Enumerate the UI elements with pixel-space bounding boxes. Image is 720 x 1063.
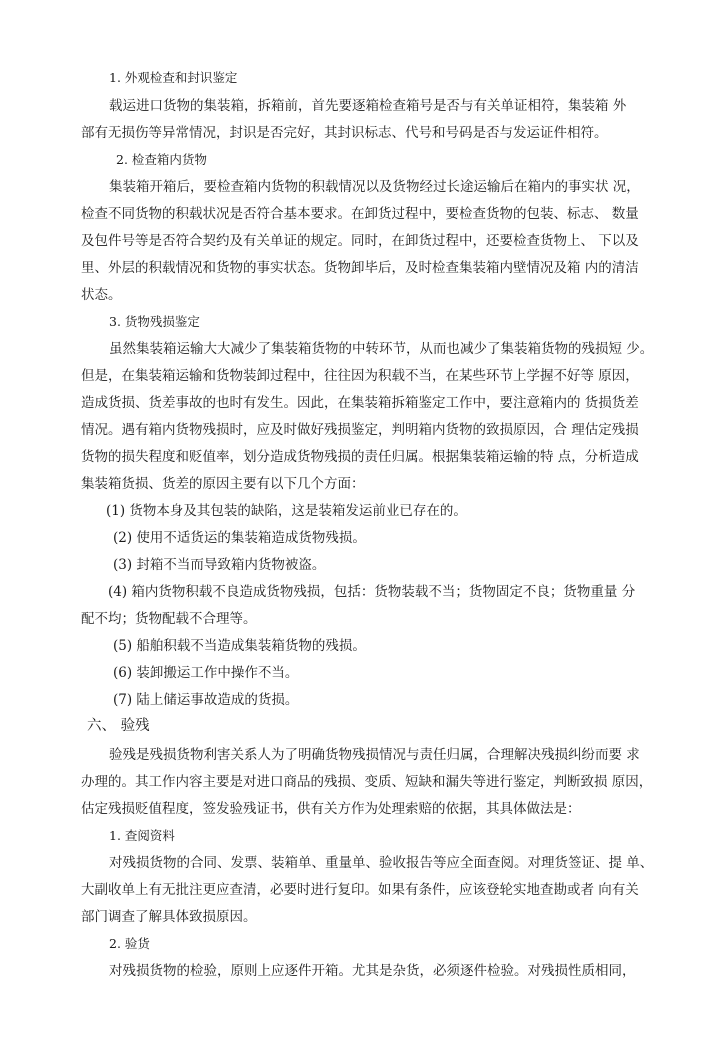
subsection-2-heading: 2. 验货 <box>109 936 150 951</box>
section-1-heading: 1. 外观检查和封识鉴定 <box>109 70 238 85</box>
section-2-body-line: 状态。 <box>81 287 122 303</box>
subsection-1-body-line: 部门调查了解具体致损原因。 <box>81 909 257 925</box>
cause-item: (3) 封箱不当而导致箱内货物被盗。 <box>113 557 326 573</box>
section-2-body-line: 里、外层的积载情况和货物的事实状态。货物卸毕后，及时检查集装箱内壁情况及箱 内的清洁 <box>81 260 639 276</box>
cause-item: (4) 箱内货物积载不良造成货物残损，包括：货物装载不当；货物固定不良；货物重量 分 <box>108 584 636 600</box>
section-2-body-line: 集装箱开箱后，要检查箱内货物的积载情况以及货物经过长途运输后在箱内的事实状 况， <box>109 179 640 195</box>
section-3-body-line: 货物的损失程度和贬值率，划分造成货物残损的责任归属。根据集装箱运输的特 点，分析造成 <box>81 449 639 465</box>
cause-item: 配不均；货物配载不合理等。 <box>81 611 257 627</box>
section-6-title: 六、 验残 <box>87 718 150 734</box>
cause-item: (7) 陆上储运事故造成的货损。 <box>113 692 299 708</box>
cause-item: (5) 船舶积载不当造成集装箱货物的残损。 <box>113 638 366 654</box>
cause-item: (2) 使用不适货运的集装箱造成货物残损。 <box>113 530 366 546</box>
subsection-1-heading: 1. 查阅资料 <box>109 828 175 843</box>
subsection-1-body-line: 大副收单上有无批注更应查清，必要时进行复印。如果有条件，应该登轮实地查勘或者 向有关 <box>81 882 639 898</box>
section-2-heading: 2. 检查箱内货物 <box>116 152 207 167</box>
section-3-body-line: 集装箱货损、货差的原因主要有以下几个方面： <box>81 476 365 492</box>
cause-item: (6) 装卸搬运工作中操作不当。 <box>113 665 299 681</box>
section-3-body-line: 造成货损、货差事故的也时有发生。因此，在集装箱拆箱鉴定工作中，要注意箱内的 货损货差 <box>81 395 639 411</box>
section-6-intro-line: 估定残损贬值程度，签发验残证书，供有关方作为处理索赔的依据，其具体做法是： <box>81 801 581 817</box>
section-2-body-line: 及包件号等是否符合契约及有关单证的规定。同时，在卸货过程中，还要检查货物上、 下以及 <box>81 233 639 249</box>
section-1-body-line: 载运进口货物的集装箱，拆箱前，首先要逐箱检查箱号是否与有关单证相符，集装箱 外 <box>109 98 627 114</box>
section-3-body-line: 但是，在集装箱运输和货物装卸过程中，往往因为积载不当，在某些环节上学握不好等 原因， <box>81 368 639 384</box>
section-6-intro-line: 验残是残损货物利害关系人为了明确货物残损情况与责任归属，合理解决残损纠纷而要 求 <box>109 747 640 763</box>
section-3-body-line: 虽然集装箱运输大大减少了集装箱货物的中转环节，从而也减少了集装箱货物的残损短 少。 <box>109 341 654 357</box>
subsection-2-body-line: 对残损货物的检验，原则上应逐件开箱。尤其是杂货，必须逐件检验。对残损性质相同， <box>109 963 636 979</box>
section-1-body-line: 部有无损伤等异常情况，封识是否完好，其封识标志、代号和号码是否与发运证件相符。 <box>81 125 608 141</box>
section-3-body-line: 情况。遇有箱内货物残损时，应及时做好残损鉴定，判明箱内货物的致损原因，合 理估定残损 <box>81 422 639 438</box>
subsection-1-body-line: 对残损货物的合同、发票、装箱单、重量单、验收报告等应全面查阅。对理货签证、提 单、 <box>109 855 654 871</box>
section-6-intro-line: 办理的。其工作内容主要是对进口商品的残损、变质、短缺和漏失等进行鉴定，判断致损 原因， <box>81 774 653 790</box>
cause-item: (1) 货物本身及其包装的缺陷，这是装箱发运前业已存在的。 <box>106 503 467 519</box>
section-2-body-line: 检查不同货物的积载状况是否符合基本要求。在卸货过程中，要检查货物的包装、标志、 数量 <box>81 206 639 222</box>
section-3-heading: 3. 货物残损鉴定 <box>109 314 200 329</box>
